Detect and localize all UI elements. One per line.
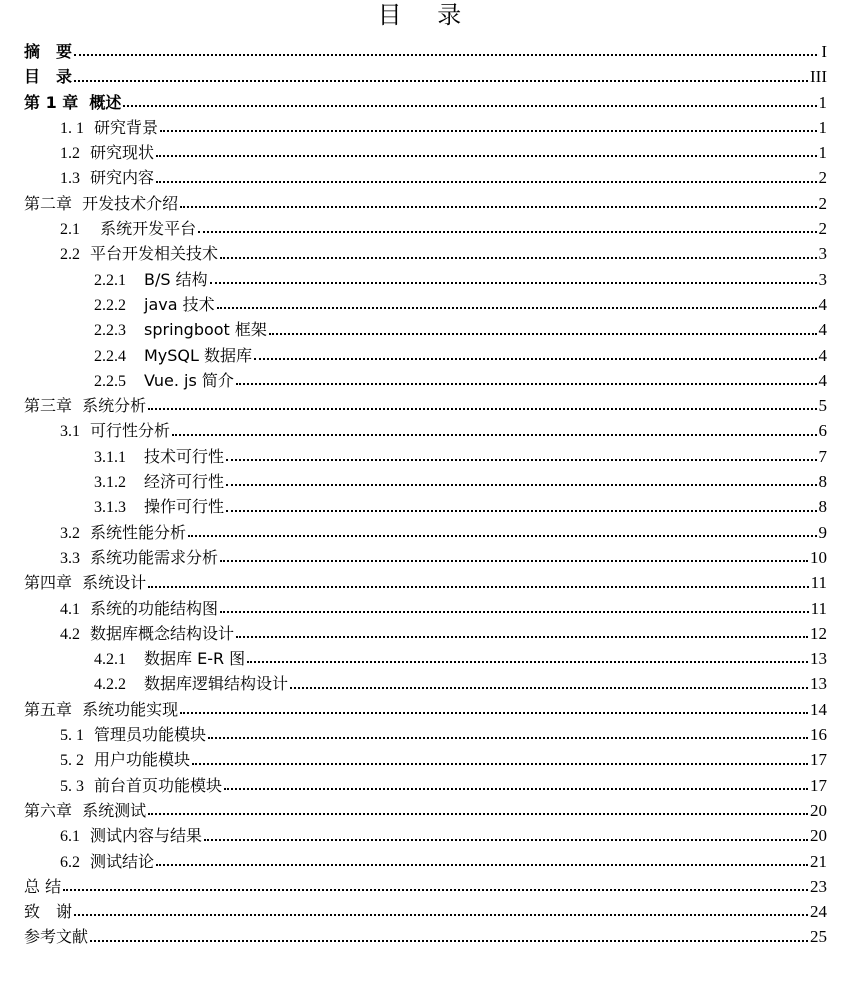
toc-entry[interactable] <box>24 596 827 621</box>
dot-leader <box>90 930 808 944</box>
toc-entry-text: 系统的功能结构图 <box>90 598 219 618</box>
toc-entry[interactable] <box>24 292 827 317</box>
toc-entry-label <box>24 64 72 89</box>
dot-leader <box>156 854 808 868</box>
dot-leader <box>226 449 816 463</box>
dot-leader <box>188 525 816 539</box>
dot-leader <box>180 196 816 210</box>
toc-entry-label <box>60 849 154 875</box>
toc-entry-page-number: 20 <box>810 826 827 846</box>
toc-entry-number: 2.2 <box>60 246 80 264</box>
toc-entry-page-number: 21 <box>810 851 827 871</box>
toc-entry-number: 4.2 <box>60 625 80 643</box>
dot-leader <box>156 145 816 159</box>
toc-entry-page-number: 16 <box>810 725 827 745</box>
toc-entry-text: 总 结 <box>24 876 62 896</box>
toc-entry-text: 研究背景 <box>94 117 159 137</box>
dot-leader <box>198 221 816 235</box>
toc-entry-text: 系统功能需求分析 <box>90 547 219 567</box>
toc-entry[interactable] <box>24 849 827 874</box>
dot-leader <box>123 95 816 109</box>
toc-entry-page-number: 13 <box>810 649 827 669</box>
dot-leader <box>148 576 808 590</box>
toc-entry-number: 6.2 <box>60 853 80 871</box>
toc-entry[interactable] <box>24 773 827 798</box>
toc-entry-number: 3.2 <box>60 524 80 542</box>
toc-entry-label <box>60 418 170 444</box>
toc-entry-text: 测试结论 <box>90 851 155 871</box>
toc-entry-number: 2.2.4 <box>94 347 126 365</box>
dot-leader <box>224 778 808 792</box>
toc-entry-text: 可行性分析 <box>90 421 171 441</box>
toc-entry[interactable] <box>24 241 827 266</box>
toc-entry[interactable] <box>24 216 827 241</box>
toc-entry-number: 3.1.1 <box>94 448 126 466</box>
toc-entry-label <box>94 292 215 318</box>
toc-entry-number: 5. 1 <box>60 727 84 745</box>
toc-entry-label <box>60 241 218 267</box>
toc-entry-number: 3.1 <box>60 423 80 441</box>
toc-entry[interactable] <box>24 343 827 368</box>
dot-leader <box>247 651 808 665</box>
dot-leader <box>226 500 816 514</box>
dot-leader <box>220 601 809 615</box>
toc-entry[interactable] <box>24 165 827 190</box>
toc-entry[interactable] <box>24 39 827 64</box>
dot-leader <box>210 272 817 286</box>
dot-leader <box>217 297 817 311</box>
toc-entry-page-number: 2 <box>818 219 827 239</box>
toc-entry[interactable] <box>24 798 827 823</box>
toc-entry-number: 2.2.2 <box>94 296 126 314</box>
toc-entry-page-number: 5 <box>818 396 827 416</box>
toc-entry-page-number: 9 <box>818 522 827 542</box>
dot-leader <box>74 44 817 58</box>
toc-entry-label <box>24 899 72 924</box>
toc-entry-page-number: 2 <box>818 193 827 213</box>
toc-entry-page-number: 20 <box>810 800 827 820</box>
toc-entry[interactable] <box>24 545 827 570</box>
dot-leader <box>156 171 816 185</box>
toc-entry[interactable] <box>24 671 827 696</box>
toc-entry-page-number: 8 <box>818 472 827 492</box>
toc-entry[interactable] <box>24 494 827 519</box>
toc-entry-page-number: 23 <box>810 876 827 896</box>
toc-entry-text: 前台首页功能模块 <box>94 775 223 795</box>
toc-entry-label <box>24 924 88 949</box>
toc-entry-page-number: 6 <box>818 421 827 441</box>
toc-entry-label <box>60 747 190 773</box>
toc-entry-number: 5. 2 <box>60 752 84 770</box>
toc-entry[interactable] <box>24 90 827 115</box>
dot-leader <box>226 474 816 488</box>
toc-entry-number: 4.2.2 <box>94 676 126 694</box>
toc-entry-text: java 技术 <box>144 294 215 314</box>
toc-entry-page-number: 4 <box>818 345 827 365</box>
toc-entry-number: 4.2.1 <box>94 651 126 669</box>
toc-entry-page-number: 17 <box>810 775 827 795</box>
toc-entry-text: B/S 结构 <box>144 269 208 289</box>
toc-entry-label <box>24 874 61 899</box>
toc-entry-text: 第 1 章 概述 <box>24 92 122 112</box>
table-of-contents <box>24 39 827 950</box>
toc-entry-page-number: 3 <box>818 244 827 264</box>
toc-entry-page-number: 1 <box>818 143 827 163</box>
toc-entry-text: 数据库 E-R 图 <box>144 649 246 669</box>
toc-entry[interactable] <box>24 899 827 924</box>
toc-entry-page-number: 4 <box>818 370 827 390</box>
toc-entry-page-number: 7 <box>818 446 827 466</box>
dot-leader <box>74 70 808 84</box>
toc-entry-number: 2.2.1 <box>94 271 126 289</box>
toc-entry-page-number: III <box>810 67 827 87</box>
toc-entry-page-number: 4 <box>818 320 827 340</box>
dot-leader <box>160 120 816 134</box>
dot-leader <box>180 702 808 716</box>
toc-entry-page-number: 3 <box>818 269 827 289</box>
toc-entry[interactable] <box>24 64 827 89</box>
toc-entry-label <box>94 317 267 343</box>
toc-entry-page-number: 12 <box>810 623 827 643</box>
toc-entry[interactable] <box>24 621 827 646</box>
dot-leader <box>236 626 808 640</box>
toc-entry-text: 平台开发相关技术 <box>90 244 219 264</box>
dot-leader <box>192 753 808 767</box>
dot-leader <box>254 348 816 362</box>
toc-entry-label <box>94 494 224 520</box>
toc-entry-text: 摘 要 <box>24 42 73 61</box>
toc-entry-label <box>60 545 218 571</box>
toc-entry-number: 4.1 <box>60 600 80 618</box>
toc-entry[interactable] <box>24 317 827 342</box>
toc-entry-text: 研究现状 <box>90 143 155 163</box>
toc-entry[interactable] <box>24 697 827 722</box>
dot-leader <box>148 398 816 412</box>
toc-entry-number: 2.2.3 <box>94 322 126 340</box>
toc-entry-number: 1.3 <box>60 170 80 188</box>
toc-entry[interactable] <box>24 747 827 772</box>
dot-leader <box>74 904 808 918</box>
toc-entry-label <box>94 343 252 369</box>
toc-entry-label <box>24 798 146 823</box>
toc-entry-label <box>60 722 206 748</box>
toc-entry[interactable] <box>24 520 827 545</box>
toc-entry[interactable] <box>24 140 827 165</box>
toc-entry[interactable] <box>24 924 827 949</box>
toc-entry-page-number: 2 <box>818 168 827 188</box>
toc-entry-text: springboot 框架 <box>144 320 267 340</box>
toc-entry-label <box>94 368 234 394</box>
toc-entry-page-number: 24 <box>810 902 827 922</box>
toc-entry-label <box>60 140 154 166</box>
toc-entry-page-number: 14 <box>810 699 827 719</box>
toc-entry[interactable] <box>24 570 827 595</box>
toc-entry-label <box>94 444 224 470</box>
toc-entry[interactable] <box>24 823 827 848</box>
toc-entry-text: MySQL 数据库 <box>144 345 253 365</box>
toc-entry-label <box>60 823 202 849</box>
toc-entry-text: 经济可行性 <box>144 472 225 492</box>
toc-entry-text: 第四章 系统设计 <box>24 573 147 593</box>
dot-leader <box>208 727 808 741</box>
toc-entry[interactable] <box>24 418 827 443</box>
toc-entry-label <box>24 39 72 64</box>
toc-entry-number: 3.3 <box>60 549 80 567</box>
dot-leader <box>269 323 817 337</box>
toc-entry-page-number: 11 <box>810 598 827 618</box>
toc-entry-label <box>60 596 218 622</box>
toc-entry[interactable] <box>24 646 827 671</box>
toc-entry-page-number: 1 <box>818 117 827 137</box>
toc-entry-text: 操作可行性 <box>144 497 225 517</box>
toc-entry-text: 数据库逻辑结构设计 <box>144 674 289 694</box>
toc-entry-text: 系统性能分析 <box>90 522 187 542</box>
toc-entry[interactable] <box>24 393 827 418</box>
toc-entry-label <box>94 469 224 495</box>
toc-entry-label <box>94 267 208 293</box>
dot-leader <box>290 677 808 691</box>
dot-leader <box>220 550 808 564</box>
toc-entry-label <box>24 393 146 418</box>
toc-entry-text: 系统开发平台 <box>90 219 197 239</box>
toc-entry-number: 1.2 <box>60 145 80 163</box>
toc-entry-text: 第六章 系统测试 <box>24 800 147 820</box>
toc-entry-number: 2.2.5 <box>94 372 126 390</box>
toc-entry[interactable] <box>24 469 827 494</box>
toc-entry-label <box>60 115 158 141</box>
toc-entry-page-number: 8 <box>818 497 827 517</box>
toc-entry-text: 数据库概念结构设计 <box>90 623 235 643</box>
toc-entry-label <box>24 90 121 115</box>
toc-entry[interactable] <box>24 368 827 393</box>
toc-entry[interactable] <box>24 191 827 216</box>
toc-entry-text: 致 谢 <box>24 902 73 922</box>
toc-entry-label <box>60 216 196 242</box>
toc-entry-label <box>24 697 178 722</box>
toc-entry-text: 第二章 开发技术介绍 <box>24 193 179 213</box>
toc-entry-text: 目 录 <box>24 67 73 87</box>
toc-entry-text: 研究内容 <box>90 168 155 188</box>
toc-entry-label <box>60 520 186 546</box>
toc-entry-page-number: 4 <box>818 294 827 314</box>
dot-leader <box>204 829 808 843</box>
toc-entry-label <box>60 773 222 799</box>
toc-entry-number: 6.1 <box>60 828 80 846</box>
toc-entry-number: 3.1.3 <box>94 499 126 517</box>
dot-leader <box>172 424 816 438</box>
toc-entry-label <box>60 165 154 191</box>
toc-entry-page-number: 10 <box>810 547 827 567</box>
toc-entry[interactable] <box>24 444 827 469</box>
toc-entry[interactable] <box>24 115 827 140</box>
toc-entry-text: 用户功能模块 <box>94 750 191 770</box>
dot-leader <box>148 803 808 817</box>
toc-entry-text: 技术可行性 <box>144 446 225 466</box>
toc-entry-label <box>94 671 288 697</box>
toc-entry[interactable] <box>24 267 827 292</box>
toc-entry-text: 第三章 系统分析 <box>24 396 147 416</box>
toc-entry-page-number: 11 <box>810 573 827 593</box>
dot-leader <box>63 879 808 893</box>
dot-leader <box>236 373 817 387</box>
toc-entry-page-number: 25 <box>810 927 827 947</box>
toc-entry-number: 5. 3 <box>60 777 84 795</box>
toc-entry-page-number: 1 <box>818 92 827 112</box>
toc-entry-page-number: 17 <box>810 750 827 770</box>
toc-entry-number: 1. 1 <box>60 119 84 137</box>
toc-entry-label <box>60 621 234 647</box>
dot-leader <box>220 247 816 261</box>
toc-entry-page-number: I <box>821 42 827 61</box>
page-title: 目 录 <box>377 1 476 29</box>
toc-entry-text: Vue. js 简介 <box>144 370 234 390</box>
toc-entry[interactable] <box>24 874 827 899</box>
toc-entry-text: 第五章 系统功能实现 <box>24 699 179 719</box>
toc-entry-text: 管理员功能模块 <box>94 725 207 745</box>
toc-entry-label <box>24 191 178 216</box>
toc-entry-number: 3.1.2 <box>94 474 126 492</box>
toc-entry-number: 2.1 <box>60 221 80 239</box>
toc-entry-label <box>24 570 146 595</box>
toc-entry-text: 参考文献 <box>24 927 89 947</box>
toc-entry-page-number: 13 <box>810 674 827 694</box>
toc-entry-text: 测试内容与结果 <box>90 826 203 846</box>
toc-entry-label <box>94 646 245 672</box>
toc-entry[interactable] <box>24 722 827 747</box>
